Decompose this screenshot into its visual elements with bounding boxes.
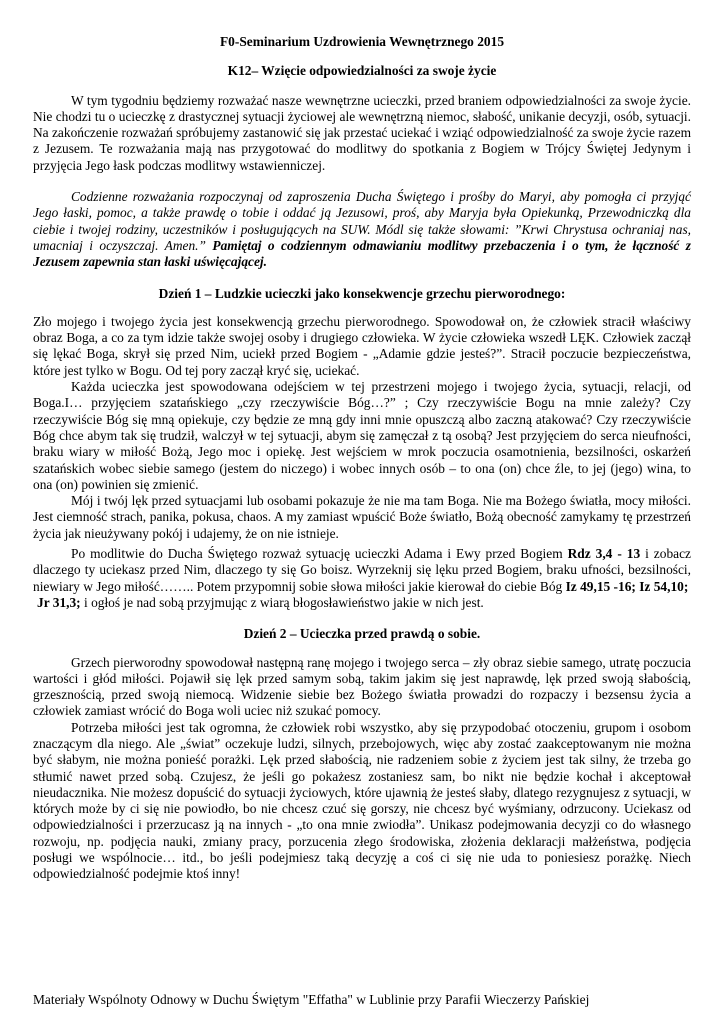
- day1-paragraph-1: Zło mojego i twojego życia jest konsekwencją grzechu pierworodnego. Spowodował on, że człowiek stracił właściwy obraz Boga, a co za tym idzie także swojej osoby i drugiego człowieka. W życie człowieka wszedł LĘK. Człowiek zaczął się lękać Boga, skrył się przed Nim, uciekł przed Bogiem - „Adamie gdzie jesteś?”. Stracił poczucie bezpieczeństwa, które jest tylko w Bogu. Od tej pory zaczął kryć się, uciekać.: [33, 313, 691, 378]
- prayer-instructions: [33, 189, 691, 270]
- day1-paragraph-4: [33, 546, 691, 595]
- prayer-instructions-italic: Codzienne rozważania rozpoczynaj od zaproszenia Ducha Świętego i prośby do Maryi, aby pomogła ci przyjąć Jego łaski, pomoc, a także prawdę o tobie i oddać ją Jezusowi, proś, aby Maryja była Opiekunką, Przewodniczką dla ciebie i twojej rodziny, uczestników i posługujących na SUW. Módl się także słowami: ”Krwi Chrystusa ochraniaj nas, umacniaj i oczyszczaj. Amen.”: [33, 189, 691, 253]
- day1-p4-text-a: Po modlitwie do Ducha Świętego rozważ sytuację ucieczki Adama i Ewy przed Bogiem: [71, 546, 563, 562]
- day1-p4-text-c: i ogłoś je nad sobą przyjmując z wiarą błogosławieństwo jakie w nich jest.: [84, 594, 484, 610]
- day2-paragraph-1: Grzech pierworodny spowodował następną ranę mojego i twojego serca – zły obraz siebie samego, utratę poczucia wartości i głód miłości. Pojawił się lęk przed samym sobą, takim jakim się jest naprawdę, lęk przed swoją słabością, grzesznością, przed swoją niemocą. Widzenie siebie bez Bożego światła prowadzi do rozpaczy i bezsensu życia a człowiek zamiast wrócić do Boga woli uciec niż szukać pomocy.: [33, 654, 691, 719]
- scripture-ref-jr: Jr 31,3;: [37, 594, 81, 610]
- day1-paragraph-3: Mój i twój lęk przed sytuacjami lub osobami pokazuje że nie ma tam Boga. Nie ma Bożego światła, mocy miłości. Jest ciemność strach, panika, pokusa, chaos. A my zamiast wpuścić Boże światło, Bożą obecność zamykamy tę przestrzeń życia jak nieużywany pokój i udajemy, że on nie istnieje.: [33, 493, 691, 541]
- day1-paragraph-2: Każda ucieczka jest spowodowana odejściem w tej przestrzeni mojego i twojego życia, sytuacji, relacji, od Boga.I… przyjęciem szatańskiego „czy rzeczywiście Bóg…?” ; Czy rzeczywiście Bogu na mnie zależy? Czy rzeczywiście Bóg się mną opiekuje, czy będzie ze mną gdy inni mnie opuszczą albo zaczną atakować? Czy rzeczywiście Bóg chce abym tak się trudził, walczył w tej sytuacji, abym się zamęczał z tą osobą? Jest przyjęciem do serca nieufności, braku wiary w miłość Bożą, Jego moc i opiekę. Jest wejściem w mrok poczucia osamotnienia, bezsilności, oskarżeń szatańskich wobec siebie samego (jestem do niczego) i wobec innych osób – to ona (on) chce źle, to jej (jego) wina, to ona (on) powinien się zmienić.: [33, 379, 691, 492]
- document-page: [33, 34, 691, 883]
- prayer-instructions-bold: Pamiętaj o codziennym odmawianiu modlitwy przebaczenia i o tym, że łączność z Jezusem zapewnia stan łaski uświęcającej.: [33, 237, 691, 270]
- day1-heading: Dzień 1 – Ludzkie ucieczki jako konsekwencje grzechu pierworodnego:: [158, 285, 566, 301]
- day1-paragraph-4-cont: [33, 595, 691, 611]
- day2-paragraph-2: Potrzeba miłości jest tak ogromna, że człowiek robi wszystko, aby się przypodobać otoczeniu, grupom i osobom znaczącym dla niego. Ale „świat” oczekuje ludzi, silnych, przebojowych, więc aby zostać zaakceptowanym nie można być słabym, nie można ponieść porażki. Lęk przed słabością, nie radzeniem sobie z życiem jest tak silny, że trzeba go stłumić nawet przed sobą. Czujesz, że jeśli go pokażesz zostaniesz sam, bo nikt nie będzie kochał i akceptował nieudacznika. Nie możesz dopuścić do sytuacji życiowych, które ujawnią że jesteś słaby, dlatego rezygnujesz z sytuacji, w których może by ci się nie powiodło, bo nie chcesz czuć się gorszy, nie chcesz być wyśmiany, odrzucony. Uciekasz od odpowiedzialności i przerzucasz ją na innych - „to ona mnie zwiodła”. Unikasz podejmowania decyzji co do własnego rozwoju, np. podjęcia nauki, zmiany pracy, porzucenia złego środowiska, złożenia deklaracji małżeństwa, podjęcia posługi we wspólnocie… itd., bo jeśli podejmiesz taką decyzję a coś ci się nie uda to poniesiesz porażkę. Niech odpowiedzialność podejmie ktoś inny!: [33, 719, 691, 882]
- seminar-title: F0-Seminarium Uzdrowienia Wewnętrznego 2015: [219, 34, 505, 49]
- day1-p4-text-b: i zobacz dlaczego ty uciekasz przed Nim, dlaczego ty się Go boisz. Wyrzeknij się lęku przed Bogiem, braku ufności, bezsilności, niewiary w Jego miłość…….. Potem przypomnij sobie słowa miłości jakie kierował do ciebie Bóg: [33, 546, 691, 594]
- day2-heading: Dzień 2 – Ucieczka przed prawdą o sobie.: [243, 626, 481, 642]
- page-footer: Materiały Wspólnoty Odnowy w Duchu Świętym "Effatha" w Lublinie przy Parafii Wieczerzy Pańskiej: [33, 992, 590, 1007]
- scripture-ref-iz: Iz 49,15 -16; Iz 54,10;: [565, 578, 689, 594]
- scripture-ref-rdz: Rdz 3,4 - 13: [567, 546, 641, 562]
- lesson-title: K12– Wzięcie odpowiedzialności za swoje życie: [227, 63, 497, 79]
- intro-paragraph: W tym tygodniu będziemy rozważać nasze wewnętrzne ucieczki, przed braniem odpowiedzialności za swoje życie. Nie chodzi tu o ucieczkę z drastycznej sytuacji życiowej ale wewnętrzną niemoc, słabość, unikanie decyzji, osób, sytuacji. Na zakończenie rozważań spróbujemy zastanowić się jak przestać uciekać i wziąć odpowiedzialność za swoje życie razem z Jezusem. Te rozważania mają nas przygotować do modlitwy do spotkania z Bogiem w Trójcy Świętej Jedynym i przyjęcia Jego łask podczas modlitwy wstawienniczej.: [33, 92, 691, 173]
